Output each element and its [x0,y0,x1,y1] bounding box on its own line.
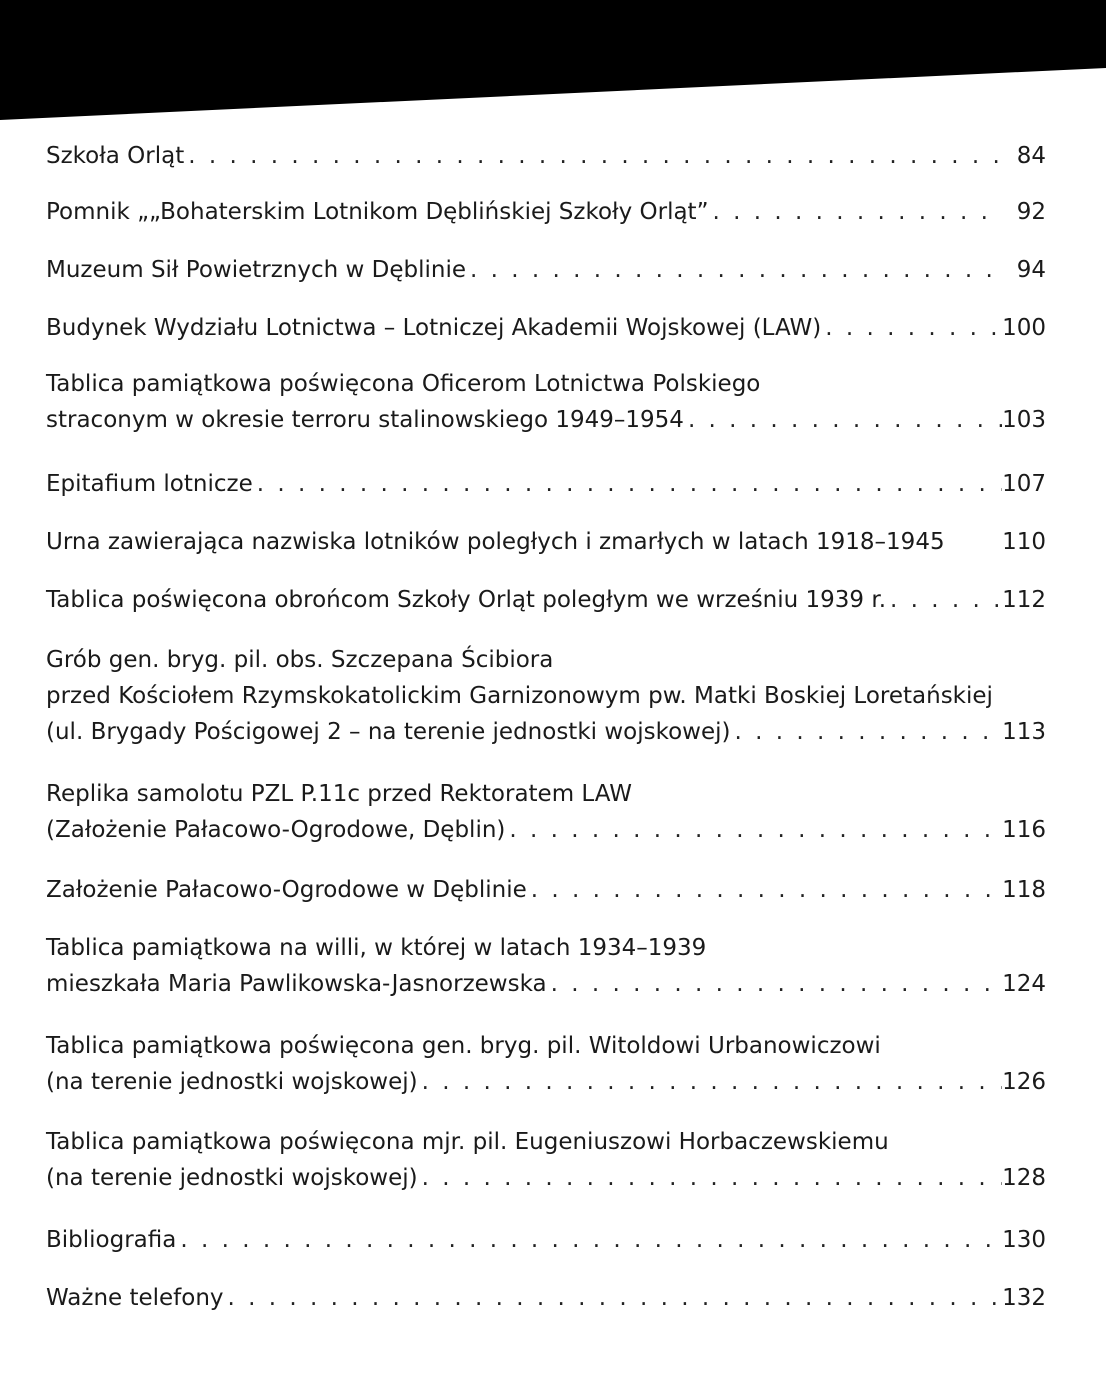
toc-page-number: 124 [1002,971,1046,997]
toc-page-number: 126 [1002,1069,1046,1095]
toc-entry-title: Tablica poświęcona obrońcom Szkoły Orląt poległym we wrześniu 1939 r. [46,587,887,613]
toc-entry-title: Tablica pamiątkowa poświęcona Oficerom Lotnictwa Polskiego [46,371,761,397]
toc-entry-title: Bibliografia [46,1227,177,1253]
toc-entry-line [46,812,1046,848]
toc-entry-title: Tablica pamiątkowa poświęcona mjr. pil. Eugeniuszowi Horbaczewskiemu [46,1129,889,1155]
toc-entry [46,138,1046,174]
toc-entry-line [46,194,1046,230]
toc-page-number: 132 [1002,1285,1046,1311]
toc-entry-line [46,872,1046,908]
toc-page-number: 116 [1002,817,1046,843]
toc-entry [46,366,1046,438]
toc-entry-line [46,930,1046,966]
dot-leader [684,402,1002,438]
toc-entry [46,466,1046,502]
toc-page-number: 110 [1002,529,1046,555]
toc-entry-title: Tablica pamiątkowa na willi, w której w latach 1934–1939 [46,935,707,961]
toc-entry-title: (na terenie jednostki wojskowej) [46,1069,418,1095]
toc-entry-line [46,642,1046,678]
dot-leader [176,1222,1002,1258]
toc-page-number: 107 [1002,471,1046,497]
toc-page-number: 112 [1002,587,1046,613]
toc-page-number: 92 [1016,199,1046,225]
dot-leader [821,310,1002,346]
toc-entry-title: Szkoła Orląt [46,143,185,169]
dot-leader [709,194,1003,230]
toc-entry-line [46,524,1046,560]
toc-entry-title: Epitafium lotnicze [46,471,253,497]
toc-entry [46,1028,1046,1100]
dot-leader [418,1160,1002,1196]
toc-entry [46,1280,1046,1316]
toc-entry-line [46,466,1046,502]
dot-leader [224,1280,1002,1316]
toc-entry [46,1222,1046,1258]
toc-entry-line [46,310,1046,346]
toc-entry [46,310,1046,346]
toc-entry-line [46,714,1046,750]
toc-entry-title: straconym w okresie terroru stalinowskiego 1949–1954 [46,407,684,433]
toc-entry [46,1124,1046,1196]
toc-entry-title: Budynek Wydziału Lotnictwa – Lotniczej Akademii Wojskowej (LAW) [46,315,822,341]
toc-entry-line [46,1064,1046,1100]
toc-entry-title: Pomnik „„Bohaterskim Lotnikom Dęblińskiej Szkoły Orląt” [46,199,709,225]
toc-entry-title: mieszkała Maria Pawlikowska-Jasnorzewska [46,971,547,997]
toc-entry-title: Założenie Pałacowo-Ogrodowe w Dęblinie [46,877,527,903]
toc-entry [46,524,1046,560]
toc-entry-line [46,366,1046,402]
toc-entry-line [46,1280,1046,1316]
toc-entry [46,194,1046,230]
toc-entry [46,252,1046,288]
toc-page-number: 100 [1002,315,1046,341]
toc-entry-line [46,252,1046,288]
toc-entry-line [46,776,1046,812]
toc-page-number: 128 [1002,1165,1046,1191]
toc-entry-title: Replika samolotu PZL P.11c przed Rektoratem LAW [46,781,632,807]
toc-entry-title: Grób gen. bryg. pil. obs. Szczepana Ścibiora [46,647,554,673]
toc-page-number: 84 [1016,143,1046,169]
toc-entry-line [46,402,1046,438]
toc-entry-title: przed Kościołem Rzymskokatolickim Garnizonowym pw. Matki Boskiej Loretańskiej [46,683,993,709]
dot-leader [505,812,1002,848]
toc-entry-title: (ul. Brygady Pościgowej 2 – na terenie jednostki wojskowej) [46,719,731,745]
toc-entry [46,776,1046,848]
toc-entry [46,872,1046,908]
dot-leader [418,1064,1002,1100]
toc-entry-line [46,582,1046,618]
toc-page-number: 103 [1002,407,1046,433]
toc-entry [46,582,1046,618]
toc-entry-title: Urna zawierająca nazwiska lotników poległych i zmarłych w latach 1918–1945 [46,529,945,555]
dot-leader [253,466,1002,502]
dot-leader [466,252,1002,288]
toc-page-number: 118 [1002,877,1046,903]
toc-entry-title: (Założenie Pałacowo-Ogrodowe, Dęblin) [46,817,506,843]
dot-leader [184,138,1002,174]
toc-entry-title: (na terenie jednostki wojskowej) [46,1165,418,1191]
toc-entry-line [46,678,1046,714]
toc-page-number: 94 [1016,257,1046,283]
dot-leader [731,714,1003,750]
toc-entry-line [46,1124,1046,1160]
toc-entry-title: Ważne telefony [46,1285,224,1311]
toc-entry-line [46,1028,1046,1064]
toc-entry-title: Muzeum Sił Powietrznych w Dęblinie [46,257,466,283]
toc-entry-line [46,966,1046,1002]
toc-entry-line [46,138,1046,174]
dot-leader [547,966,1002,1002]
toc-entry-line [46,1222,1046,1258]
toc-entry [46,642,1046,750]
dot-leader [886,582,1002,618]
toc-page-number: 113 [1002,719,1046,745]
dot-leader [527,872,1002,908]
toc-entry-line [46,1160,1046,1196]
toc-page-number: 130 [1002,1227,1046,1253]
toc-entry [46,930,1046,1002]
toc-entry-title: Tablica pamiątkowa poświęcona gen. bryg. pil. Witoldowi Urbanowiczowi [46,1033,881,1059]
